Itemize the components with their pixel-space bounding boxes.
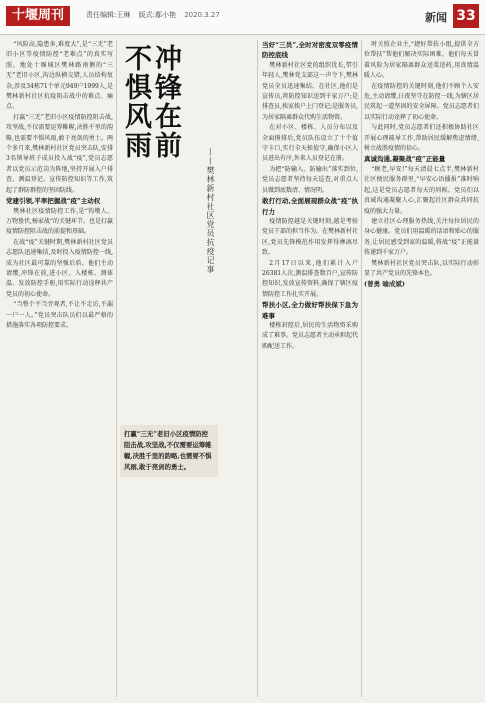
column-divider [361, 40, 362, 697]
designer-credit: 版式:鄢小艳 [138, 11, 176, 19]
highlight-quote: 打赢“三无”老旧小区疫情防控阻击战,攻坚战,不仅需要运筹帷幄,决胜千里的韵略,也需要不惧风雨,敢于亮剑的勇士。 [120, 425, 218, 477]
byline: (曾勇 喻成斌) [364, 280, 405, 289]
paragraph: 楼栋封控后,居民的生活物资采购成了难事。党员志愿者主动承担起代购配送工作。 [262, 321, 358, 350]
headline-line-1: 不惧风雨 [120, 44, 151, 160]
issue-date: 2020.3.27 [184, 11, 220, 19]
subhead: 当好“三员”,全时对密度双零疫情防控底线 [262, 41, 358, 60]
article-column-2 [262, 40, 358, 697]
subhead: 帮扶小区,全力做好帮扶保下急为难事 [262, 301, 358, 320]
section-label: 新闻 [425, 11, 447, 24]
paragraph: 樊林新村社区党的组织优长,带引年轻人,樊林党支部这一声令下,樊林党员全员迅速集结。在社区,他们是宣传员,将防控知识送到千家万户;是排查员,挨家挨户上门登记;是服务员,为居家隔离群众代购生活物资。 [262, 61, 358, 121]
subhead: 党建引领,平率把握战“疫”主动权 [6, 197, 101, 206]
paragraph: 建立社区心理服务热线,关注每位居民的身心健康。党员们用温暖的话语和贴心的服务,让居民感受到家的温暖,将战“疫”正能量传递到千家万户。 [364, 217, 479, 257]
paragraph: 在疫情防控的关键时刻,他们不顾个人安危,主动请缨,日夜坚守在防控一线,为辖区居民筑起一道坚固的安全屏障。党员志愿者们以实际行动诠释了初心使命。 [364, 82, 479, 121]
paragraph: 打赢“三无”老旧小区疫情防控阻击战,攻坚战,不仅需要运筹帷幄,决胜千里的韵略,也需要不惧风雨,敢于亮剑的勇士。两个多月来,樊林新村社区党员突击队,安排3名领导班子成员投入战“疫”,党员志愿者以党员示范岗为阵地,坚持开展入户排查、测温登记、宣传防控知识等工作,筑起了群防群控的坚固防线。 [6, 113, 113, 194]
editor-credit: 责任编辑:王琳 [86, 11, 131, 19]
paragraph: “当整个不当旁观者,不让不走访,不漏一户一人。”党员突击队员们以最严格的措施落实各项防控要求。 [6, 301, 113, 329]
article-column-1 [6, 40, 113, 697]
paragraph: “风险高,隐患多,难度大”,是“三无”老旧小区等疫情防控“老难点”的真实写照。地处十堰城区樊林路南侧的“三无”老旧小区,沟边纵横交错,人员结构复杂,涉及34栋71个单元949户1999人,是樊林新村社区抗疫阻击战中的难点、痛点。 [6, 41, 113, 111]
subhead: 真诚沟通,凝聚战“疫”正能量 [364, 155, 446, 164]
headline-subtitle: ——樊林新村社区党员抗疫记事 [206, 148, 215, 274]
header-meta [86, 10, 226, 20]
paragraph: 2月17日以来,他们累计入户26381人次,测温排查数百户,宣传防控知识,发放宣传资料,确保了辖区疫情防控工作扎实开展。 [262, 259, 358, 298]
paragraph: 樊林社区疫情防控工作,是“钩墩人、万物蛰伏,杨家战“的关键环节。也是打赢疫情防控阻击战的前提和基础。 [6, 207, 113, 236]
headline-line-2: 冲锋在前 [150, 44, 181, 160]
paragraph: 在战“疫”关键时期,樊林新村社区党员志愿队迅速集结,及时投入疫情防控一线,成为社区最可靠的坚强后盾。他们主动请缨,冲锋在前,进小区、入楼栋、测体温、发放防控手册,用实际行动诠释共产党员的初心使命。 [6, 238, 113, 298]
page-header [0, 0, 485, 35]
paragraph: 樊林新村社区党员突击队,以实际行动彰显了共产党员的先锋本色。 [364, 259, 479, 277]
column-divider [257, 40, 258, 697]
paragraph: 疫情防控越是关键时刻,越是考验党员干部的担当作为。在樊林新村社区,党员先锋模范作用发挥得淋漓尽致。 [262, 217, 358, 257]
paragraph: 时关照企业主,“捷好帮扶小组,提供全方位帮扶”帮他们解决实际困难。他们每天冒着风险为居家隔离群众送菜送药,用真情温暖人心。 [364, 41, 479, 80]
headline [120, 44, 204, 278]
column-divider [116, 40, 117, 697]
paragraph: 与此同时,党员志愿者们还积极协助社区开展心理疏导工作,帮助居民缓解焦虑情绪,树立战胜疫情的信心。 [364, 124, 479, 153]
subhead: 敢打行动,全面展现群众战“疫”执行力 [262, 197, 358, 216]
masthead-title: 十堰周刊 [6, 6, 70, 26]
article-column-3 [364, 40, 479, 697]
paragraph: 在对小区、楼栋、人员分布以及全面摸排后,党员队伍设立了十个值守卡口,实行全天候值守,确保小区人员进出有序,外来人员登记在册。 [262, 124, 358, 163]
paragraph: 为把“防输入、防输出”落实到位,党员志愿者坚持每天巡查,对重点人员做到底数清、情况明。 [262, 165, 358, 194]
paragraph: “顾老,早安!”每天清晨七点半,樊林新村社区便民服务群里,“早安心语播报”准时响起,这是党员志愿者每天的问候。党员们以真诚沟通凝聚人心,汇聚起社区群众共同抗疫的强大力量。 [364, 165, 479, 215]
page-number: 33 [453, 4, 479, 28]
